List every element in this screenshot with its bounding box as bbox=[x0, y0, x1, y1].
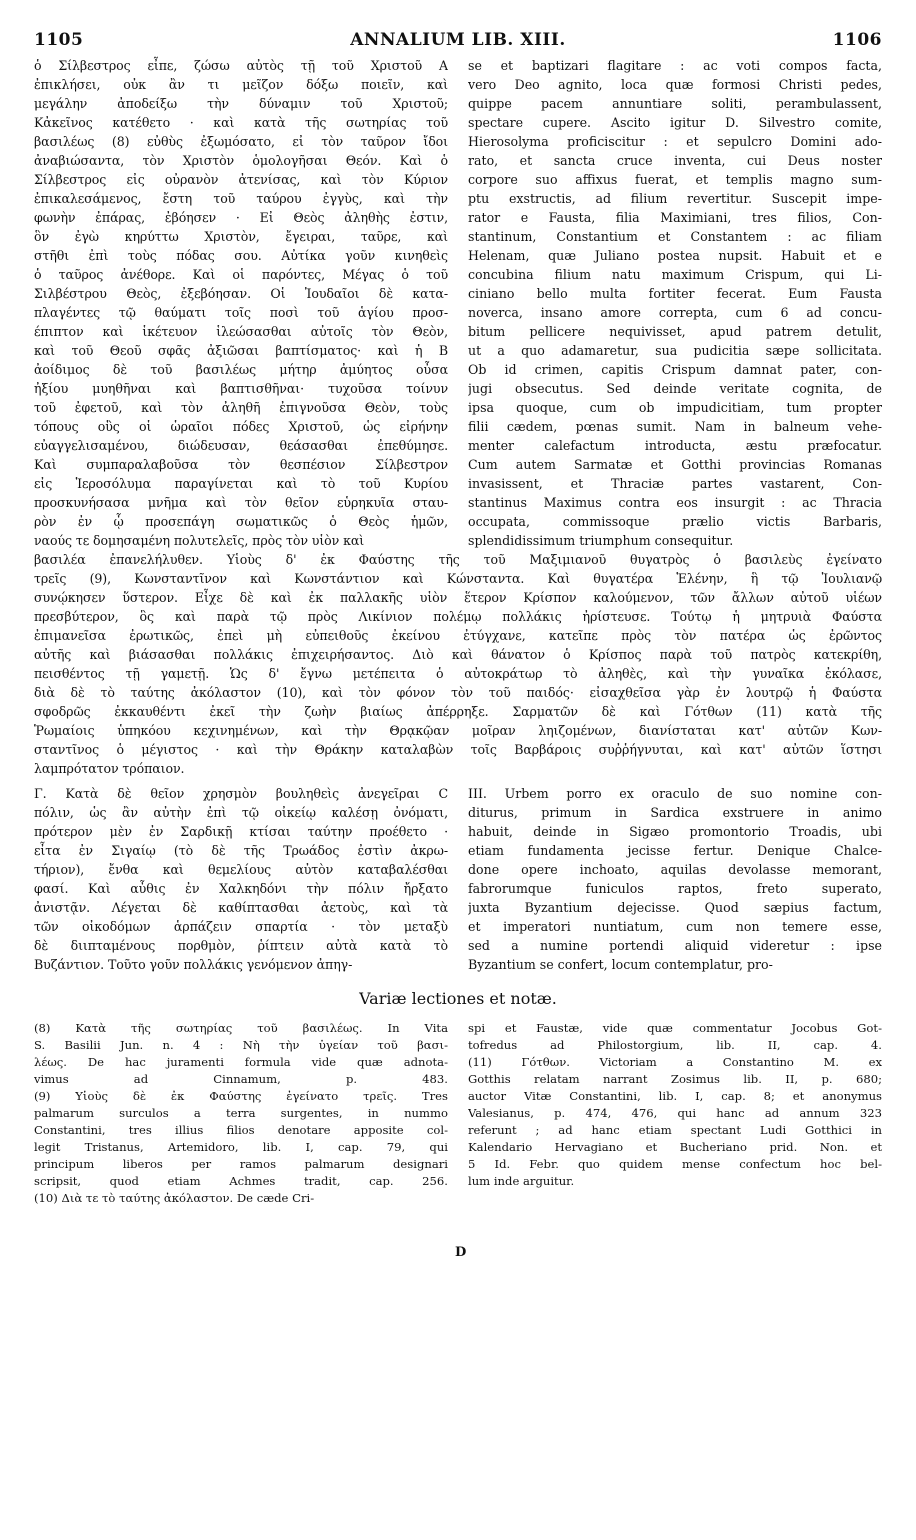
note-line: palmarum surculos a terra surgentes, in nummo bbox=[34, 1106, 448, 1120]
text-line: ὁ Σίλβεστρος εἶπε, ζώσω αὐτὸς τῇ τοῦ Χριστοῦ A bbox=[34, 58, 448, 73]
note-line: (10) Διὰ τε τὸ ταύτης ἀκόλαστον. De cæde Cri- bbox=[34, 1191, 315, 1205]
note-line: Gotthis relatam narrant Zosimus lib. II, p. 680; bbox=[468, 1072, 882, 1086]
greek-column-1 bbox=[34, 56, 448, 550]
text-line: ciniano bello multa fortiter fecerat. Eum Fausta bbox=[468, 286, 882, 301]
text-line: προσκυνήσασα μνῆμα καὶ τὸν θεῖον εὑρηκυῖα σταυ- bbox=[34, 495, 448, 510]
notes-heading: Variæ lectiones et notæ. bbox=[359, 989, 557, 1008]
text-line: εἶτα ἐν Σιγαίῳ (τὸ δὲ τῆς Τρωάδος ἐστὶν ἀκρω- bbox=[34, 843, 448, 858]
text-line: ut a quo adamaretur, sua pudicitia sæpe sollicitata. bbox=[468, 343, 882, 358]
text-line: diturus, primum in Sardica exstruere in animo bbox=[468, 805, 882, 820]
text-line: quippe pacem annuntiare soliti, perambulassent, bbox=[468, 96, 882, 111]
text-line: bitum pellicere nequivisset, apud patrem detulit, bbox=[468, 324, 882, 339]
note-line: Valesianus, p. 474, 476, qui hanc ad annum 323 bbox=[468, 1106, 882, 1120]
text-line: ναούς τε δομησαμένη πολυτελεῖς, πρὸς τὸν υἱὸν καὶ bbox=[34, 533, 365, 548]
text-line: done opere inchoato, aquilas devolasse memorant, bbox=[468, 862, 882, 877]
text-line: τοῦ ἐφετοῦ, καὶ τὸν ἀληθῆ ἐπιγνοῦσα Θεὸν, τοὺς bbox=[34, 400, 448, 415]
text-line: αὐτῆς καὶ βιάσασθαι πολλάκις ἐπιχειρήσαντος. Διὸ καὶ θάνατον ὁ Κρίσπος παρὰ τοῦ πατρὸς κατεκρίθη, bbox=[34, 647, 882, 662]
text-line: διὰ δὲ τὸ ταύτης ἀκόλαστον (10), καὶ τὸν φόνον τὸν τοῦ παιδός· εἰσαχθεῖσα γὰρ ἐν λουτρῷ ἡ Φαύστα bbox=[34, 685, 882, 700]
text-line: Γ. Κατὰ δὲ θεῖον χρησμὸν βουληθεὶς ἀνεγεῖραι C bbox=[34, 786, 448, 801]
text-line: Byzantium se confert, locum contemplatur, pro- bbox=[468, 957, 773, 972]
text-line: III. Urbem porro ex oraculo de suo nomine con- bbox=[468, 786, 882, 801]
text-line: καὶ τοῦ Θεοῦ σφᾶς ἀξιῶσαι βαπτίσματος· καὶ ἡ B bbox=[34, 343, 448, 358]
text-line: corpore suo affixus fuerat, et templis magno sum- bbox=[468, 172, 882, 187]
text-line: ἐπικλήσει, οὐκ ἂν τι μεῖζον δόξω ποιεῖν, καὶ bbox=[34, 77, 448, 92]
page-number-right: 1106 bbox=[832, 30, 882, 50]
text-line: spectare cupere. Ascito igitur D. Silvestro comite, bbox=[468, 115, 882, 130]
text-line: βασιλέα ἐπανελήλυθεν. Υἱοὺς δ' ἐκ Φαύστης τῆς τοῦ Μαξιμιανοῦ θυγατρὸς ὁ βασιλεὺς ἐγείνατο bbox=[34, 552, 882, 567]
text-line: τῶν οἰκοδόμων ἁρπάζειν σπαρτία · τὸν μεταξὺ bbox=[34, 919, 448, 934]
note-line: vimus ad Cinnamum, p. 483. bbox=[34, 1072, 448, 1086]
note-line: principum liberos per ramos palmarum designari bbox=[34, 1157, 448, 1171]
text-line: λαμπρότατον τρόπαιον. bbox=[34, 761, 185, 776]
text-line: occupata, commissoque prælio victis Barbaris, bbox=[468, 514, 882, 529]
note-line: lum inde arguitur. bbox=[468, 1174, 575, 1188]
text-line: etiam fundamenta jecisse fertur. Denique Chalce- bbox=[468, 843, 882, 858]
text-line: Κἀκεῖνος κατέθετο · καὶ κατὰ τῆς σωτηρίας τοῦ bbox=[34, 115, 448, 130]
text-line: invasissent, et Thraciæ partes vastarent, Con- bbox=[468, 476, 882, 491]
text-line: Hierosolyma proficiscitur : et sepulcro Domini ado- bbox=[468, 134, 882, 149]
notes-section bbox=[34, 1020, 882, 1207]
text-line: ὃν ἐγὼ κηρύττω Χριστὸν, ἔγειραι, ταῦρε, καὶ bbox=[34, 229, 448, 244]
text-line: Helenam, quæ Juliano postea nupsit. Habuit et e bbox=[468, 248, 882, 263]
text-line: Ob id crimen, capitis Crispum damnat pater, con- bbox=[468, 362, 882, 377]
section-one bbox=[34, 56, 882, 550]
text-line: rato, et sancta cruce inventa, cui Deus noster bbox=[468, 153, 882, 168]
text-line: stantinum, Constantium et Constantem : ac filiam bbox=[468, 229, 882, 244]
note-line: spi et Faustæ, vide quæ commentatur Jocobus Got- bbox=[468, 1021, 882, 1035]
text-line: βασιλέως (8) εὐθὺς ἐξωμόσατο, εἰ τὸν ταῦρον ἴδοι bbox=[34, 134, 448, 149]
text-line: πρεσβύτερον, ὃς καὶ παρὰ τῷ πρὸς Λικίνιον πολέμῳ πολλάκις ἠρίστευσε. Τούτῳ ἡ μητρυιὰ Φαύστα bbox=[34, 609, 882, 624]
text-line: μεγάλην ἀποδείξω τὴν δύναμιν τοῦ Χριστοῦ; bbox=[34, 96, 448, 111]
note-line: legit Tristanus, Artemidoro, lib. I, cap. 79, qui bbox=[34, 1140, 448, 1154]
text-line: ἀοίδιμος δὲ τοῦ βασιλέως μήτηρ ἀμύητος οὖσα bbox=[34, 362, 448, 377]
note-line: λέως. De hac juramenti formula vide quæ adnota- bbox=[34, 1055, 448, 1069]
text-line: Βυζάντιον. Τοῦτο γοῦν πολλάκις γενόμενον ἀπηγ- bbox=[34, 957, 353, 972]
latin-column-1 bbox=[468, 56, 882, 550]
text-line: ἀναβιώσαντα, τὸν Χριστὸν ὁμολογῆσαι Θεόν. Καὶ ὁ bbox=[34, 153, 448, 168]
text-line: Σιλβέστρου Θεὸς, ἐξεβόησαν. Οἱ Ἰουδαῖοι δὲ κατα- bbox=[34, 286, 448, 301]
text-line: se et baptizari flagitare : ac voti compos facta, bbox=[468, 58, 882, 73]
note-line: S. Basilii Jun. n. 4 : Νὴ τὴν ὑγείαν τοῦ βασι- bbox=[34, 1038, 448, 1052]
text-line: filii cædem, pœnas sumit. Nam in balneum vehe- bbox=[468, 419, 882, 434]
greek-column-2 bbox=[34, 784, 448, 974]
page-number-left: 1105 bbox=[34, 30, 84, 50]
text-line: stantinus Maximus contra eos insurgit : ac Thracia bbox=[468, 495, 882, 510]
note-line: (11) Γότθων. Victoriam a Constantino M. ex bbox=[468, 1055, 882, 1069]
section-two bbox=[34, 784, 882, 974]
text-line: ἐπικαλεσάμενος, ἔστη τοῦ ταύρου ἐγγὺς, καὶ τὴν bbox=[34, 191, 448, 206]
notes-column-right bbox=[468, 1020, 882, 1207]
text-line: εὐαγγελισαμένου, διώδευσαν, θεάσασθαι ἐπεθύμησε. bbox=[34, 438, 448, 453]
text-line: ἐπιμανεῖσα ἐρωτικῶς, ἐπεὶ μὴ εὐπειθοῦς ἐκείνου ἐτύγχανε, κατεῖπε πρὸς τὸν πατέρα ὡς ἐρῶντος bbox=[34, 628, 882, 643]
text-line: splendidissimum triumphum consequitur. bbox=[468, 533, 734, 548]
text-line: ipsa quoque, cum ob impudicitiam, tum propter bbox=[468, 400, 882, 415]
note-line: 5 Id. Febr. quo quidem mense confectum hoc bel- bbox=[468, 1157, 882, 1171]
running-header bbox=[34, 30, 882, 56]
greek-full-width-passage bbox=[34, 550, 882, 778]
text-line: habuit, deinde in Sigæo promontorio Troadis, ubi bbox=[468, 824, 882, 839]
running-title: ANNALIUM LIB. XIII. bbox=[350, 30, 566, 50]
note-line: auctor Vitæ Constantini, lib. I, cap. 8; et anonymus bbox=[468, 1089, 882, 1103]
text-line: εἰς Ἱεροσόλυμα παραγίνεται καὶ τὸ τοῦ Κυρίου bbox=[34, 476, 448, 491]
text-line: ἀνιστᾷν. Λέγεται δὲ καθίπτασθαι ἀετοὺς, καὶ τὰ bbox=[34, 900, 448, 915]
text-line: συνῴκησεν ὕστερον. Εἶχε δὲ καὶ ἐκ παλλακῆς υἱὸν ἕτερον Κρίσπον καλούμενον, τῶν ἄλλων αὐτοῦ υἱέων bbox=[34, 590, 882, 605]
note-line: Kalendario Hervagiano et Bucheriano prid. Non. et bbox=[468, 1140, 882, 1154]
text-line: ρὸν ἐν ᾧ προσεπάγη σωματικῶς ὁ Θεὸς ἡμῶν, bbox=[34, 514, 448, 529]
text-line: Καὶ συμπαραλαβοῦσα τὸν θεσπέσιον Σίλβεστρον bbox=[34, 457, 448, 472]
text-line: σφοδρῶς ἐκκαυθέντι ἐκεῖ τὴν ζωὴν βιαίως ἀπέρρηξε. Σαρματῶν δὲ καὶ Γότθων (11) κατὰ τῆς bbox=[34, 704, 882, 719]
text-line: πρότερον μὲν ἐν Σαρδικῇ κτίσαι ταύτην προέθετο · bbox=[34, 824, 448, 839]
text-line: rator e Fausta, filia Maximiani, tres filios, Con- bbox=[468, 210, 882, 225]
note-line: (9) Υἱοὺς δὲ ἐκ Φαύστης ἐγείνατο τρεῖς. Tres bbox=[34, 1089, 448, 1103]
text-line: ptu exstructis, ad filium revertitur. Suscepit impe- bbox=[468, 191, 882, 206]
text-line: τρεῖς (9), Κωνσταντῖνον καὶ Κωνστάντιον καὶ Κώνσταντα. Καὶ θυγατέρα Ἑλένην, ἣ τῷ Ἰουλιανῷ bbox=[34, 571, 882, 586]
text-line: vero Deo agnito, loca quæ formosi Christi pedes, bbox=[468, 77, 882, 92]
text-line: τήριον), ἔνθα καὶ θεμελίους αὐτὸν καταβαλέσθαι bbox=[34, 862, 448, 877]
notes-column-left bbox=[34, 1020, 448, 1207]
text-line: concubina filium natu maximum Crispum, qui Li- bbox=[468, 267, 882, 282]
column-marker-d: D bbox=[455, 1245, 467, 1260]
text-line: δὲ διιπταμένους πορθμὸν, ῥίπτειν αὐτὰ κατὰ τὸ bbox=[34, 938, 448, 953]
text-line: πλαγέντες τῷ θαύματι τοῖς ποσὶ τοῦ ἁγίου προσ- bbox=[34, 305, 448, 320]
text-line: στῆθι ἐπὶ τοὺς πόδας σου. Αὐτίκα γοῦν κινηθεὶς bbox=[34, 248, 448, 263]
text-line: juxta Byzantium dejecisse. Quod sæpius factum, bbox=[468, 900, 882, 915]
text-line: jugi obsecutus. Sed deinde veritate cognita, de bbox=[468, 381, 882, 396]
text-line: menter calefactum introducta, æstu præfocatur. bbox=[468, 438, 882, 453]
note-line: Constantini, tres illius filios denotare apposite col- bbox=[34, 1123, 448, 1137]
note-line: tofredus ad Philostorgium, lib. II, cap. 4. bbox=[468, 1038, 882, 1052]
text-line: Σίλβεστρος εἰς οὐρανὸν ἀτενίσας, καὶ τὸν Κύριον bbox=[34, 172, 448, 187]
note-line: scripsit, quod etiam Achmes tradit, cap. 256. bbox=[34, 1174, 448, 1188]
note-line: (8) Κατὰ τῆς σωτηρίας τοῦ βασιλέως. In Vita bbox=[34, 1021, 448, 1035]
text-line: φασί. Καὶ αὖθις ἐν Χαλκηδόνι τὴν πόλιν ἤρξατο bbox=[34, 881, 448, 896]
text-line: ἠξίου μυηθῆναι καὶ βαπτισθῆναι· τυχοῦσα τοίνυν bbox=[34, 381, 448, 396]
text-line: Ῥωμαίοις ὑπηκόου κεχινημένων, καὶ τὴν Θρᾳκῷαν μοῖραν ληιζομένων, διανίσταται κατ' αὐτῶν Κων- bbox=[34, 723, 882, 738]
note-line: referunt ; ad hanc etiam spectant Ludi Gotthici in bbox=[468, 1123, 882, 1137]
latin-column-2 bbox=[468, 784, 882, 974]
text-line: sed a numine portendi aliquid videretur : ipse bbox=[468, 938, 882, 953]
text-line: έπιπτον καὶ ἱκέτευον ἱλεώσασθαι αὐτοῖς τὸν Θεὸν, bbox=[34, 324, 448, 339]
text-line: σταντῖνος ὁ μέγιστος · καὶ τὴν Θράκην καταλαβὼν τοῖς Βαρβάροις συῤῥήγνυται, καὶ κατ' αὐτῶν ἵστησι bbox=[34, 742, 882, 757]
text-line: fabrorumque funiculos raptos, freto superato, bbox=[468, 881, 882, 896]
text-line: φωνὴν ἐπάρας, ἐβόησεν · Εἰ Θεὸς ἀληθὴς ἐστιν, bbox=[34, 210, 448, 225]
text-line: noverca, insano amore correpta, cum 6 ad concu- bbox=[468, 305, 882, 320]
text-line: Cum autem Sarmatæ et Gotthi provincias Romanas bbox=[468, 457, 882, 472]
text-line: πεισθέντος τῇ γαμετῇ. Ὡς δ' ἔγνω μετέπειτα ὁ αὐτοκράτωρ τὸ ἀληθὲς, καὶ τὴν γυναῖκα ἐκόλασε, bbox=[34, 666, 882, 681]
text-line: πόλιν, ὡς ἂν αὐτὴν ἐπὶ τῷ οἰκείῳ καλέσῃ ὀνόματι, bbox=[34, 805, 448, 820]
text-line: et imperatori nuntiatum, cum non temere esse, bbox=[468, 919, 882, 934]
text-line: ὁ ταῦρος ἀνέθορε. Καὶ οἱ παρόντες, Μέγας ὁ τοῦ bbox=[34, 267, 448, 282]
text-line: τόπους οὓς οἱ ὡραῖοι πόδες Χριστοῦ, ὡς εἰρήνην bbox=[34, 419, 448, 434]
